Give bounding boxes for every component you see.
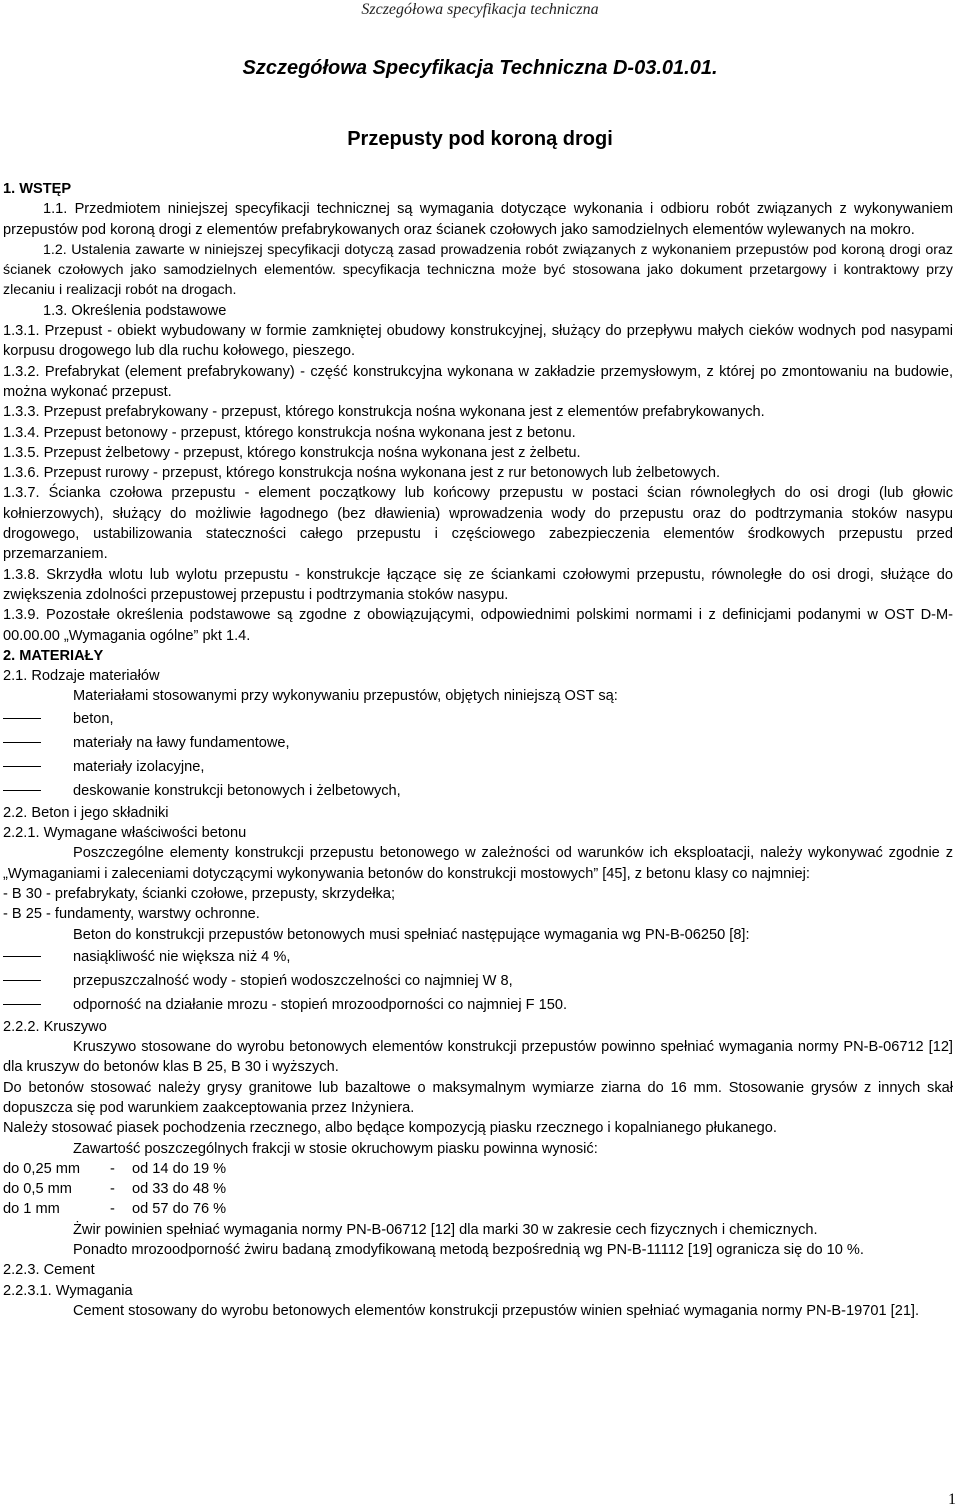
subsection-heading-2-2-2: 2.2.2. Kruszywo [3,1018,107,1035]
section-heading-2: 2. MATERIAŁY [3,647,104,664]
definition-1-3-6: 1.3.6. Przepust rurowy - przepust, którego konstrukcja nośna wykonana jest z rur betonowych lub żelbetowych. [3,465,721,482]
dash-marker [3,766,41,767]
dash-marker [3,980,41,981]
materials-intro: Materiałami stosowanymi przy wykonywaniu przepustów, objętych niniejszą OST są: [73,688,618,705]
aggregate-paragraph-3: Należy stosować piasek pochodzenia rzecznego, albo będące kompozycją piasku rzecznego i kopalnianego płukanego. [3,1120,777,1137]
definition-1-3-2: 1.3.2. Prefabrykat (element prefabrykowany) - część konstrukcyjna wykonana w zakładzie przemysłowym, z której po zmontowaniu na budowie, można wykonać przepust. [3,363,953,400]
subsection-heading-2-2-1: 2.2.1. Wymagane właściwości betonu [3,825,247,842]
list-item: deskowanie konstrukcji betonowych i żelbetowych, [3,779,953,803]
subsection-heading-2-2: 2.2. Beton i jego składniki [3,804,169,821]
definition-1-3-9: 1.3.9. Pozostałe określenia podstawowe są zgodne z obowiązującymi, odpowiednimi polskimi normami i z definicjami podanymi w OST D-M-00.00.00 „Wymagania ogólne” pkt 1.4. [3,607,953,644]
subsection-heading-2-2-3-1: 2.2.3.1. Wymagania [3,1282,133,1299]
list-item: materiały na ławy fundamentowe, [3,731,953,755]
concrete-paragraph-1: Poszczególne elementy konstrukcji przepustu betonowego w zależności od warunków ich eksploatacji, należy wykonywać zgodnie z „Wymaganiami i zaleceniami dotyczącymi wykonywania betonów do konstrukcji mostowych” [45], z betonu klasy co najmniej: [3,845,953,882]
subsection-heading-2-1: 2.1. Rodzaje materiałów [3,668,160,685]
aggregate-paragraph-5: Żwir powinien spełniać wymagania normy PN-B-06712 [12] dla marki 30 w zakresie cech fizycznych i chemicznych. [73,1221,818,1238]
paragraph-1-2: 1.2. Ustalenia zawarte w niniejszej specyfikacji dotyczą zasad prowadzenia robót związanych z wykonaniem przepustów pod koroną drogi oraz ścianek czołowych jako samodzielnych elementów. specyfikacja techniczna może być stosowana jako dokument przetargowy i kontraktowy przy zlecaniu i realizacji robót na drogach. [3,241,953,299]
dash-marker [3,790,41,791]
fraction-row: do 0,25 mm - od 14 do 19 % [3,1160,227,1177]
list-item: przepuszczalność wody - stopień wodoszczelności co najmniej W 8, [3,969,953,993]
document-body [3,179,953,1321]
list-item: odporność na działanie mrozu - stopień mrozoodporności co najmniej F 150. [3,993,953,1017]
dash-marker [3,956,41,957]
definition-1-3-8: 1.3.8. Skrzydła wlotu lub wylotu przepustu - konstrukcje łączące się ze ściankami czołowymi przepustu, równoległe do osi drogi, służące do zwiększenia zdolności przepustowej przepustu i podtrzymania stoków nasypu. [3,566,953,603]
aggregate-paragraph-2: Do betonów stosować należy grysy granitowe lub bazaltowe o maksymalnym wymiarze ziarna do 16 mm. Stosowanie grysów z innych skał dopuszcza się pod warunkiem zaakceptowania przez Inżyniera. [3,1079,953,1116]
definition-1-3-1: 1.3.1. Przepust - obiekt wybudowany w formie zamkniętej obudowy konstrukcyjnej, służący do przepływu małych cieków wodnych pod nasypami korpusu drogowego lub dla ruchu kołowego, pieszego. [3,323,953,360]
document-subtitle: Przepusty pod koroną drogi [347,128,613,150]
aggregate-paragraph-6: Ponadto mrozoodporność żwiru badaną zmodyfikowaną metodą bezpośrednią wg PN-B-11112 [19] ogranicza się do 10 %. [73,1242,864,1259]
aggregate-paragraph-1: Kruszywo stosowane do wyrobu betonowych elementów konstrukcji przepustów powinno spełniać wymagania normy PN-B-06712 [12] dla kruszyw do betonów klas B 25, B 30 i wyższych. [3,1039,953,1076]
fraction-row: do 0,5 mm - od 33 do 48 % [3,1181,227,1198]
definition-1-3-5: 1.3.5. Przepust żelbetowy - przepust, którego konstrukcja nośna wykonana jest z żelbetu. [3,444,581,461]
fraction-row: do 1 mm - od 57 do 76 % [3,1201,227,1218]
subsection-heading-2-2-3: 2.2.3. Cement [3,1262,95,1279]
page-number: 1 [948,1490,956,1508]
definition-1-3-3: 1.3.3. Przepust prefabrykowany - przepust, którego konstrukcja nośna wykonana jest z elementów prefabrykowanych. [3,404,765,421]
dash-marker [3,718,41,719]
aggregate-paragraph-4: Zawartość poszczególnych frakcji w stosie okruchowym piasku powinna wynosić: [73,1140,598,1157]
concrete-class-b30: - B 30 - prefabrykaty, ścianki czołowe, przepusty, skrzydełka; [3,885,396,902]
page-header: Szczegółowa specyfikacja techniczna [361,1,599,18]
cement-paragraph-1: Cement stosowany do wyrobu betonowych elementów konstrukcji przepustów winien spełniać wymagania normy PN-B-19701 [21]. [73,1302,920,1319]
list-item: materiały izolacyjne, [3,755,953,779]
concrete-paragraph-2: Beton do konstrukcji przepustów betonowych musi spełniać następujące wymagania wg PN-B-06250 [8]: [73,926,750,943]
document-title: Szczegółowa Specyfikacja Techniczna D-03.01.01. [242,57,718,79]
subsection-heading-1-3: 1.3. Określenia podstawowe [43,302,227,319]
concrete-class-b25: - B 25 - fundamenty, warstwy ochronne. [3,906,260,923]
list-item: nasiąkliwość nie większa niż 4 %, [3,945,953,969]
dash-marker [3,742,41,743]
list-item: beton, [3,707,953,731]
paragraph-1-1: 1.1. Przedmiotem niniejszej specyfikacji technicznej są wymagania dotyczące wykonania i odbioru robót związanych z wykonywaniem przepustów pod koroną drogi z elementów prefabrykowanych oraz ścianek czołowych jako samodzielnych elementów wylewanych na mokro. [3,201,953,238]
definition-1-3-7: 1.3.7. Ścianka czołowa przepustu - element początkowy lub końcowy przepustu w postaci ścian równoległych do osi drogi (lub głowic kołnierzowych), służący do możliwie łagodnego (bez dławienia) wprowadzenia wody do przepustu oraz do podtrzymania stoków nasypu drogowego, ustabilizowania stateczności całego przepustu i częściowego zabezpieczenia elementów środkowych przepustu przed przemarzaniem. [3,485,953,563]
dash-marker [3,1004,41,1005]
section-heading-1: 1. WSTĘP [3,181,72,197]
definition-1-3-4: 1.3.4. Przepust betonowy - przepust, którego konstrukcja nośna wykonana jest z betonu. [3,424,576,441]
